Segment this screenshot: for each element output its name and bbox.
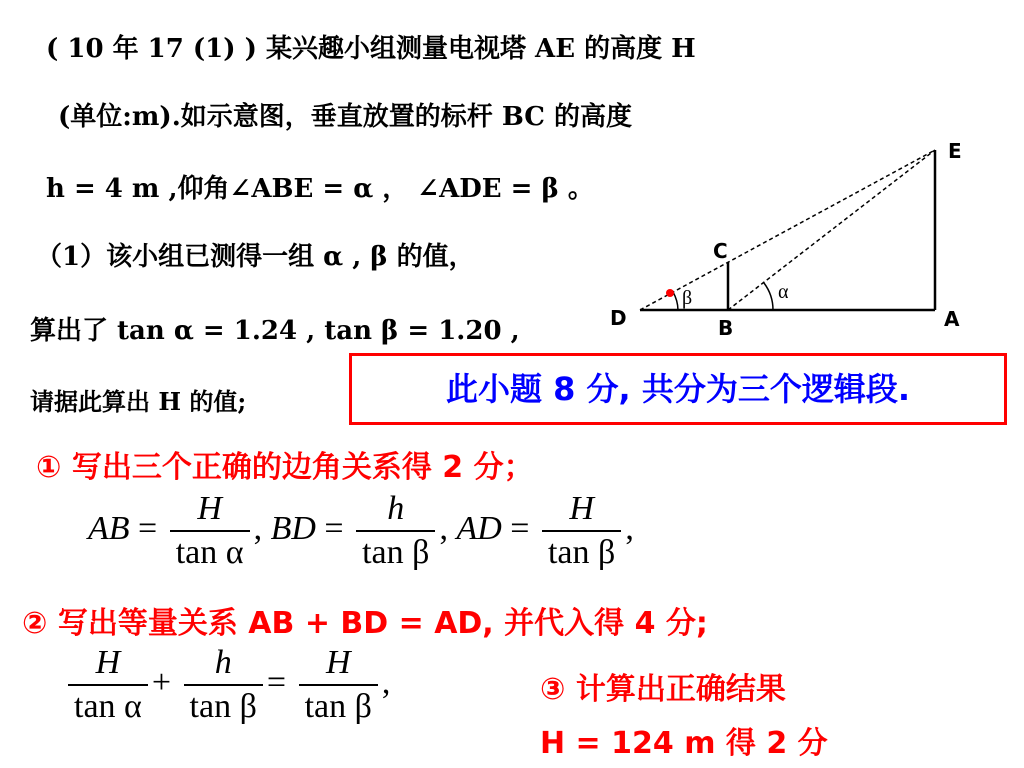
equation-2: $\frac{H}{\text{tan α}}$ + $\frac{h}{\text{tan β}}$ = $\frac{H}{\text{tan β}}$ , bbox=[64, 644, 390, 726]
eq2-den-2: tan β bbox=[189, 688, 257, 725]
eq1-num-3: H bbox=[569, 490, 594, 527]
eq1-frac-2 bbox=[356, 490, 435, 572]
equation-1: AB = $\frac{H}{\text{tan α}}$ , BD = $\frac{h}{\text{tan β}}$ , AD = $\frac{H}{\text{tan β}}$ , bbox=[88, 490, 634, 571]
problem-line-2: (单位:m).如示意图，垂直放置的标杆 BC 的高度 bbox=[58, 102, 633, 132]
label-B: B bbox=[718, 316, 734, 340]
label-alpha: α bbox=[778, 281, 789, 303]
eq1-den-1: tan α bbox=[175, 534, 244, 571]
step-2: ② 写出等量关系 AB + BD = AD, 并代入得 4 分; bbox=[22, 606, 708, 641]
eq2-num-2: h bbox=[214, 644, 232, 681]
observer-dot bbox=[666, 289, 674, 297]
problem-line-5: 算出了 tan α = 1.24 , tan β = 1.20 , bbox=[30, 316, 520, 346]
problem-line-3: h = 4 m ,仰角∠ABE = α ， ∠ADE = β 。 bbox=[46, 174, 594, 204]
eq2-den-3: tan β bbox=[304, 688, 372, 725]
eq2-num-3: H bbox=[325, 644, 351, 681]
eq2-num-1: H bbox=[95, 644, 121, 681]
problem-line-6: 请据此算出 H 的值; bbox=[30, 387, 247, 416]
eq1-den-2: tan β bbox=[362, 534, 430, 571]
eq1-num-2: h bbox=[387, 490, 405, 527]
eq1-lhs-3: AD bbox=[456, 509, 502, 547]
label-D: D bbox=[610, 306, 627, 330]
eq1-num-1: H bbox=[197, 490, 222, 527]
problem-line-1: ( 10 年 17 (1) ) 某兴趣小组测量电视塔 AE 的高度 H bbox=[46, 34, 696, 64]
eq1-frac-1 bbox=[170, 490, 250, 572]
step-1: ① 写出三个正确的边角关系得 2 分； bbox=[36, 450, 534, 485]
label-E: E bbox=[948, 140, 962, 163]
label-C: C bbox=[713, 239, 728, 263]
eq1-den-3: tan β bbox=[547, 534, 616, 571]
step-3-line-1: ③ 计算出正确结果 bbox=[540, 672, 786, 707]
scoring-note: 此小题 8 分, 共分为三个逻辑段. bbox=[349, 353, 1007, 425]
eq2-frac-1 bbox=[68, 644, 148, 726]
eq2-frac-3 bbox=[299, 644, 378, 726]
problem-line-4: （1）该小组已测得一组 α , β 的值， bbox=[36, 242, 475, 272]
eq1-frac-3 bbox=[542, 490, 621, 572]
eq2-den-1: tan α bbox=[74, 688, 142, 725]
label-A: A bbox=[944, 307, 960, 331]
label-beta: β bbox=[682, 287, 693, 309]
sightline-BE bbox=[728, 150, 935, 310]
angle-arc-beta bbox=[673, 292, 678, 310]
eq2-frac-2 bbox=[184, 644, 263, 726]
step-3-line-2: H = 124 m 得 2 分 bbox=[540, 726, 828, 761]
angle-arc-alpha bbox=[764, 283, 773, 310]
eq1-lhs-1: AB bbox=[88, 509, 130, 547]
eq1-lhs-2: BD bbox=[270, 509, 316, 547]
geometry-diagram bbox=[610, 140, 970, 340]
